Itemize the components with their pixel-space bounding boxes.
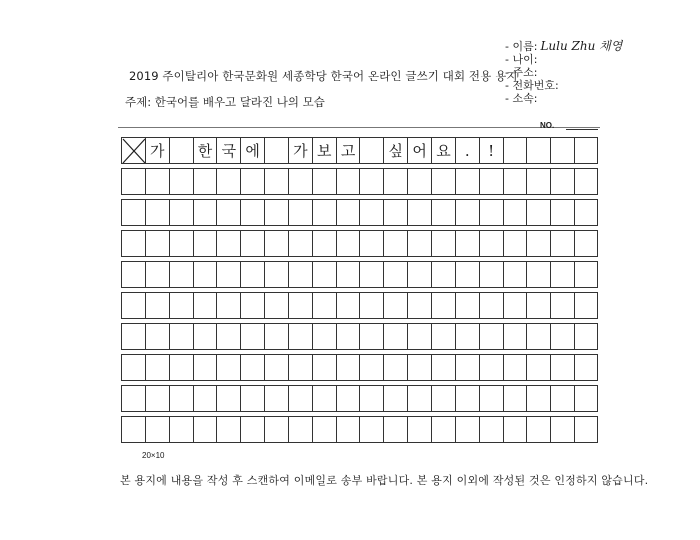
grid-cell: [575, 324, 599, 349]
age-label: - 나이:: [505, 53, 538, 66]
affiliation-field: [505, 92, 622, 105]
grid-cell: [170, 293, 194, 318]
grid-cell: [313, 355, 337, 380]
grid-cell: [575, 262, 599, 287]
number-label: NO.: [540, 121, 555, 130]
grid-cell: [289, 262, 313, 287]
grid-cell: [384, 324, 408, 349]
grid-cell: [265, 262, 289, 287]
grid-cell: [241, 262, 265, 287]
grid-cell: [575, 231, 599, 256]
grid-cell: [122, 417, 146, 442]
grid-cell: [384, 386, 408, 411]
sheet-title: 2019 주이탈리아 한국문화원 세종학당 한국어 온라인 글쓰기 대회 전용 용지: [129, 69, 518, 83]
grid-cell: [194, 262, 218, 287]
grid-cell: [361, 231, 385, 256]
grid-cell: [551, 138, 575, 163]
grid-cell: [337, 231, 361, 256]
grid-cell: [480, 231, 504, 256]
grid-cell: [337, 293, 361, 318]
grid-cell: [504, 293, 528, 318]
grid-cell: [170, 417, 194, 442]
grid-cell: [432, 262, 456, 287]
grid-cell: [241, 386, 265, 411]
grid-cell: [504, 386, 528, 411]
grid-row: [121, 416, 598, 443]
grid-cell: [432, 293, 456, 318]
grid-row: [121, 168, 598, 195]
grid-cell: [265, 138, 289, 163]
grid-cell: [217, 417, 241, 442]
grid-cell: [504, 355, 528, 380]
grid-cell: [408, 262, 432, 287]
grid-cell: [456, 324, 480, 349]
grid-cell: [527, 231, 551, 256]
grid-cell: [289, 200, 313, 225]
grid-cell: [361, 417, 385, 442]
grid-cell: 가: [146, 138, 170, 163]
grid-cell: [408, 386, 432, 411]
grid-cell: [289, 386, 313, 411]
grid-cell: [337, 355, 361, 380]
grid-cell: [551, 386, 575, 411]
grid-cell: [408, 355, 432, 380]
grid-cell: [504, 324, 528, 349]
grid-cell: [241, 355, 265, 380]
grid-cell: [194, 169, 218, 194]
grid-cell: [170, 262, 194, 287]
grid-cell: 요: [432, 138, 456, 163]
grid-cell: [384, 169, 408, 194]
grid-cell: [241, 324, 265, 349]
grid-cell: [289, 324, 313, 349]
grid-cell: [456, 293, 480, 318]
grid-row: [121, 385, 598, 412]
grid-cell: [265, 417, 289, 442]
grid-cell: [432, 355, 456, 380]
grid-cell: [504, 262, 528, 287]
grid-cell: [361, 324, 385, 349]
grid-cell: [265, 231, 289, 256]
grid-cell: [265, 169, 289, 194]
grid-cell: [527, 262, 551, 287]
grid-cell: [170, 355, 194, 380]
grid-cell: [241, 169, 265, 194]
grid-cell: [384, 200, 408, 225]
grid-cell: [480, 324, 504, 349]
grid-cell: [146, 417, 170, 442]
grid-cell: [146, 231, 170, 256]
grid-cell: [432, 386, 456, 411]
grid-cell: [504, 417, 528, 442]
number-underline: [566, 129, 598, 130]
grid-cell: [194, 293, 218, 318]
grid-cell: [313, 324, 337, 349]
grid-cell: [527, 417, 551, 442]
grid-cell: [408, 169, 432, 194]
grid-cell: [217, 200, 241, 225]
grid-cell: [575, 138, 599, 163]
grid-cell: [432, 324, 456, 349]
grid-cell: [337, 324, 361, 349]
grid-row: [121, 199, 598, 226]
grid-row: [121, 323, 598, 350]
grid-cell: [456, 417, 480, 442]
header-rule: [118, 127, 600, 128]
grid-cell: [170, 324, 194, 349]
grid-row: [121, 292, 598, 319]
grid-cell: [575, 355, 599, 380]
grid-cell: [361, 138, 385, 163]
grid-cell: [361, 386, 385, 411]
grid-cell: [122, 231, 146, 256]
grid-cell: [313, 262, 337, 287]
grid-cell: [527, 293, 551, 318]
grid-cell: [384, 417, 408, 442]
grid-cell: [527, 169, 551, 194]
grid-cell: [194, 355, 218, 380]
grid-cell: [456, 200, 480, 225]
grid-cell: [408, 293, 432, 318]
grid-cell: [122, 169, 146, 194]
grid-cell: [456, 355, 480, 380]
grid-cell: [313, 293, 337, 318]
grid-cell: [551, 200, 575, 225]
grid-cell: [480, 355, 504, 380]
grid-row: [121, 137, 598, 164]
footer-notice: 본 용지에 내용을 작성 후 스캔하여 이메일로 송부 바랍니다. 본 용지 이외에 작성된 것은 인정하지 않습니다.: [120, 474, 649, 487]
phone-field: [505, 79, 622, 92]
grid-cell: [217, 169, 241, 194]
grid-cell: [480, 293, 504, 318]
grid-cell: [551, 293, 575, 318]
grid-cell: 고: [337, 138, 361, 163]
grid-cell: [217, 324, 241, 349]
grid-cell: [313, 200, 337, 225]
grid-cell: [551, 262, 575, 287]
grid-cell: 한: [194, 138, 218, 163]
age-field: [505, 53, 622, 66]
grid-cell: [456, 386, 480, 411]
grid-cell: [217, 355, 241, 380]
grid-cell: [122, 355, 146, 380]
grid-cell: [122, 324, 146, 349]
grid-cell: [217, 231, 241, 256]
grid-cell: [527, 200, 551, 225]
grid-cell: [146, 200, 170, 225]
grid-cell: [289, 355, 313, 380]
grid-cell: [313, 169, 337, 194]
grid-cell: [408, 231, 432, 256]
grid-cell: [575, 386, 599, 411]
grid-cell: [265, 200, 289, 225]
grid-cell: [241, 293, 265, 318]
grid-cell: [408, 417, 432, 442]
grid-cell: [337, 417, 361, 442]
grid-cell: [265, 293, 289, 318]
grid-cell: [575, 169, 599, 194]
grid-cell: [575, 200, 599, 225]
grid-cell: [122, 386, 146, 411]
grid-cell: [194, 386, 218, 411]
grid-cell: [361, 169, 385, 194]
grid-cell: [361, 200, 385, 225]
grid-cell: [241, 200, 265, 225]
grid-cell: [146, 262, 170, 287]
grid-cell: [337, 169, 361, 194]
grid-cell: [432, 231, 456, 256]
grid-cell: [170, 169, 194, 194]
grid-cell: [361, 355, 385, 380]
grid-row: [121, 230, 598, 257]
grid-cell: [504, 138, 528, 163]
grid-cell: [122, 293, 146, 318]
affiliation-label: - 소속:: [505, 92, 538, 105]
grid-cell: [432, 200, 456, 225]
grid-row: [121, 261, 598, 288]
grid-cell: [551, 231, 575, 256]
grid-cell: [146, 169, 170, 194]
grid-cell: [575, 417, 599, 442]
grid-cell: [432, 417, 456, 442]
grid-cell: [122, 138, 146, 163]
grid-cell: [432, 169, 456, 194]
address-field: [505, 66, 622, 79]
grid-cell: [575, 293, 599, 318]
grid-cell: [384, 355, 408, 380]
grid-cell: [480, 200, 504, 225]
name-value: Lulu Zhu 채영: [540, 39, 623, 53]
grid-cell: [289, 417, 313, 442]
grid-cell: [289, 293, 313, 318]
grid-cell: [456, 262, 480, 287]
grid-cell: !: [480, 138, 504, 163]
grid-cell: [504, 231, 528, 256]
grid-cell: [480, 262, 504, 287]
grid-cell: [170, 200, 194, 225]
grid-cell: [170, 138, 194, 163]
grid-cell: [361, 262, 385, 287]
grid-cell: [504, 200, 528, 225]
grid-cell: [408, 324, 432, 349]
grid-cell: [480, 417, 504, 442]
grid-cell: .: [456, 138, 480, 163]
grid-cell: [313, 231, 337, 256]
applicant-info: [505, 40, 622, 105]
grid-cell: [527, 355, 551, 380]
grid-cell: [313, 386, 337, 411]
grid-row: [121, 354, 598, 381]
grid-cell: [337, 386, 361, 411]
grid-cell: [241, 417, 265, 442]
grid-cell: [384, 262, 408, 287]
grid-cell: [313, 417, 337, 442]
grid-cell: [194, 231, 218, 256]
grid-cell: [456, 231, 480, 256]
grid-cell: [527, 386, 551, 411]
grid-cell: [551, 169, 575, 194]
grid-cell: [265, 355, 289, 380]
phone-label: - 전화번호:: [505, 79, 559, 92]
grid-cell: [122, 262, 146, 287]
grid-cell: [504, 169, 528, 194]
grid-cell: [146, 355, 170, 380]
grid-cell: 싶: [384, 138, 408, 163]
grid-cell: [337, 200, 361, 225]
grid-cell: [170, 231, 194, 256]
grid-cell: [217, 262, 241, 287]
grid-cell: [241, 231, 265, 256]
grid-size-label: 20×10: [142, 451, 165, 460]
address-label: - 주소:: [505, 66, 538, 79]
grid-cell: [170, 386, 194, 411]
grid-cell: [194, 417, 218, 442]
indent-mark-icon: [122, 138, 145, 163]
grid-cell: [146, 386, 170, 411]
grid-cell: [265, 386, 289, 411]
grid-cell: [384, 231, 408, 256]
grid-cell: [408, 200, 432, 225]
grid-cell: [551, 355, 575, 380]
grid-cell: [289, 231, 313, 256]
name-field: [505, 40, 622, 53]
grid-cell: [337, 262, 361, 287]
grid-cell: 국: [217, 138, 241, 163]
grid-cell: 보: [313, 138, 337, 163]
grid-cell: [361, 293, 385, 318]
grid-cell: [456, 169, 480, 194]
grid-cell: [527, 324, 551, 349]
name-label: - 이름:: [505, 40, 538, 53]
grid-cell: [194, 200, 218, 225]
grid-cell: [146, 324, 170, 349]
grid-cell: [146, 293, 170, 318]
grid-cell: 가: [289, 138, 313, 163]
essay-topic: 주제: 한국어를 배우고 달라진 나의 모습: [125, 95, 325, 109]
grid-cell: [551, 324, 575, 349]
grid-cell: [289, 169, 313, 194]
grid-cell: [217, 293, 241, 318]
grid-cell: [551, 417, 575, 442]
grid-cell: [265, 324, 289, 349]
grid-cell: 어: [408, 138, 432, 163]
grid-cell: [480, 386, 504, 411]
grid-cell: [217, 386, 241, 411]
grid-cell: [122, 200, 146, 225]
grid-cell: [480, 169, 504, 194]
grid-cell: [194, 324, 218, 349]
grid-cell: 에: [241, 138, 265, 163]
grid-cell: [384, 293, 408, 318]
grid-cell: [527, 138, 551, 163]
